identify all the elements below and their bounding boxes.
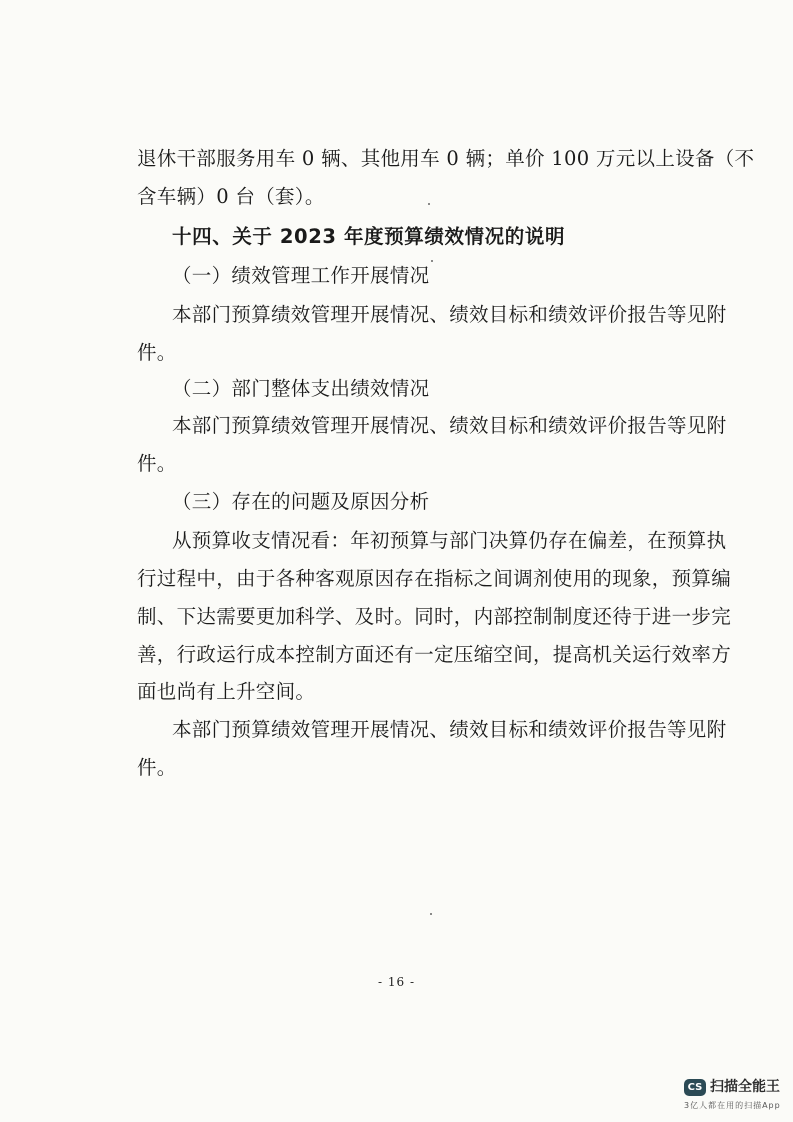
body-text-line: 从预算收支情况看：年初预算与部门决算仍存在偏差，在预算执 — [172, 529, 727, 552]
body-text-line: 本部门预算绩效管理开展情况、绩效目标和绩效评价报告等见附 — [172, 414, 727, 437]
body-text-line: 含车辆）0 台（套）。 — [137, 185, 325, 208]
scan-speck — [431, 260, 433, 262]
scan-speck — [428, 203, 430, 205]
subsection-heading: （二）部门整体支出绩效情况 — [172, 377, 430, 400]
body-text-line: 件。 — [137, 452, 177, 475]
body-text-line: 本部门预算绩效管理开展情况、绩效目标和绩效评价报告等见附 — [172, 303, 727, 326]
section-heading: 十四、关于 2023 年度预算绩效情况的说明 — [172, 225, 566, 248]
body-text-line: 善，行政运行成本控制方面还有一定压缩空间，提高机关运行效率方 — [137, 643, 732, 666]
scanner-watermark — [684, 1077, 784, 1113]
body-text-line: 本部门预算绩效管理开展情况、绩效目标和绩效评价报告等见附 — [172, 718, 727, 741]
subsection-heading: （三）存在的问题及原因分析 — [172, 490, 430, 513]
camscanner-logo-icon: CS — [684, 1079, 706, 1096]
body-text-line: 面也尚有上升空间。 — [137, 680, 316, 703]
body-text-line: 制、下达需要更加科学、及时。同时，内部控制制度还待于进一步完 — [137, 605, 732, 628]
body-text-line: 件。 — [137, 756, 177, 779]
body-text-line: 件。 — [137, 341, 177, 364]
watermark-app-name: 扫描全能王 — [710, 1079, 780, 1095]
page-number: - 16 - — [377, 975, 415, 989]
subsection-heading: （一）绩效管理工作开展情况 — [172, 264, 430, 287]
watermark-tagline: 3亿人都在用的扫描App — [684, 1101, 781, 1110]
body-text-line: 退休干部服务用车 0 辆、其他用车 0 辆；单价 100 万元以上设备（不 — [137, 147, 755, 170]
scan-speck — [430, 913, 432, 915]
body-text-line: 行过程中，由于各种客观原因存在指标之间调剂使用的现象，预算编 — [137, 567, 732, 590]
